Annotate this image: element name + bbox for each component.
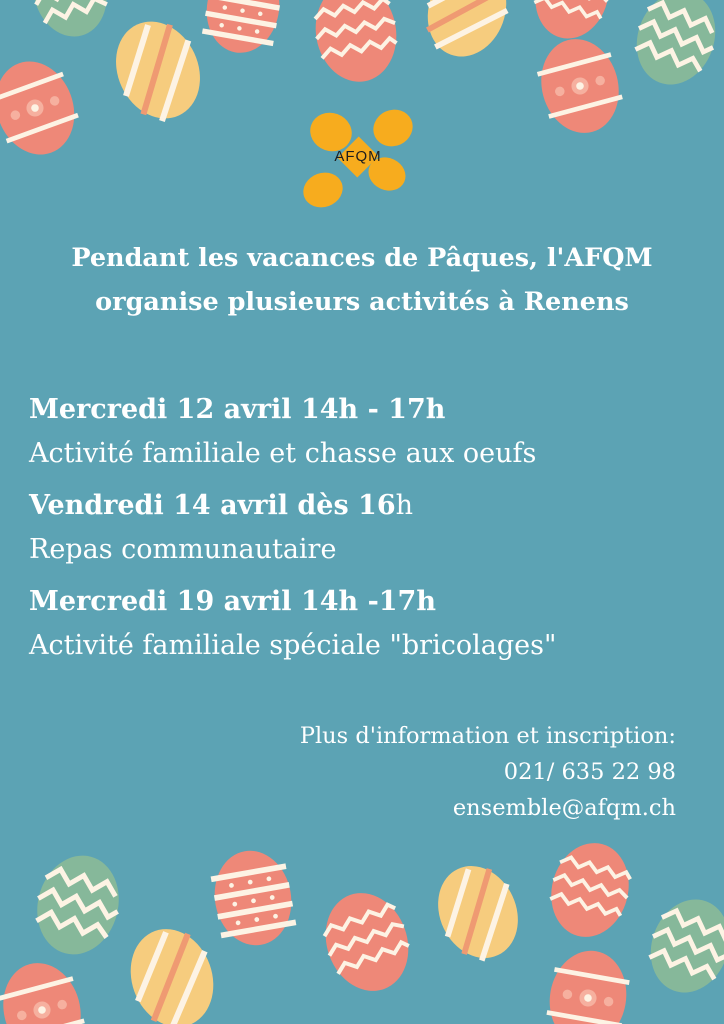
egg-top-8: [0, 50, 87, 165]
egg-bottom-6: [638, 888, 724, 1003]
event-date: [29, 388, 709, 432]
headline-line-1: Pendant les vacances de Pâques, l'AFQM: [71, 243, 653, 273]
contact-info: [300, 718, 676, 826]
contact-intro: Plus d'information et inscription:: [299, 723, 676, 749]
egg-bottom-2: [207, 845, 298, 952]
event-date-text: Vendredi 14 avril dès 16: [29, 490, 396, 521]
headline-line-2: organise plusieurs activités à Renens: [95, 287, 629, 317]
egg-bottom-4: [423, 853, 532, 971]
event-date: [29, 580, 709, 624]
egg-bottom-1: [26, 846, 129, 963]
egg-bottom-9: [542, 945, 633, 1024]
event-description: Activité familiale spéciale "bricolages": [29, 630, 557, 661]
egg-top-7: [101, 8, 216, 132]
egg-bottom-8: [0, 954, 91, 1024]
event-date-text: Mercredi 12 avril 14h - 17h: [29, 394, 446, 425]
event-date-text: Mercredi 19 avril 14h -17h: [29, 586, 436, 617]
event-description: Activité familiale et chasse aux oeufs: [29, 438, 537, 469]
event-date-suffix: h: [395, 490, 414, 521]
egg-top-2: [200, 0, 287, 59]
event-description: Repas communautaire: [29, 534, 337, 565]
event-item: [29, 484, 709, 572]
egg-top-4: [415, 0, 519, 68]
egg-top-1: [24, 0, 117, 45]
afqm-logo-text: AFQM: [334, 148, 382, 165]
egg-top-3: [308, 0, 404, 88]
event-date: [29, 484, 709, 528]
egg-bottom-5: [541, 834, 639, 945]
event-item: [29, 388, 709, 476]
headline: [20, 236, 704, 324]
contact-email[interactable]: ensemble@afqm.ch: [452, 795, 676, 821]
event-item: [29, 580, 709, 668]
egg-top-9: [531, 30, 629, 141]
egg-bottom-3: [312, 881, 421, 1002]
contact-phone[interactable]: 021/ 635 22 98: [503, 759, 676, 785]
afqm-logo: [296, 104, 420, 212]
event-list: [29, 388, 709, 676]
egg-top-6: [624, 0, 724, 96]
egg-bottom-7: [117, 917, 226, 1024]
